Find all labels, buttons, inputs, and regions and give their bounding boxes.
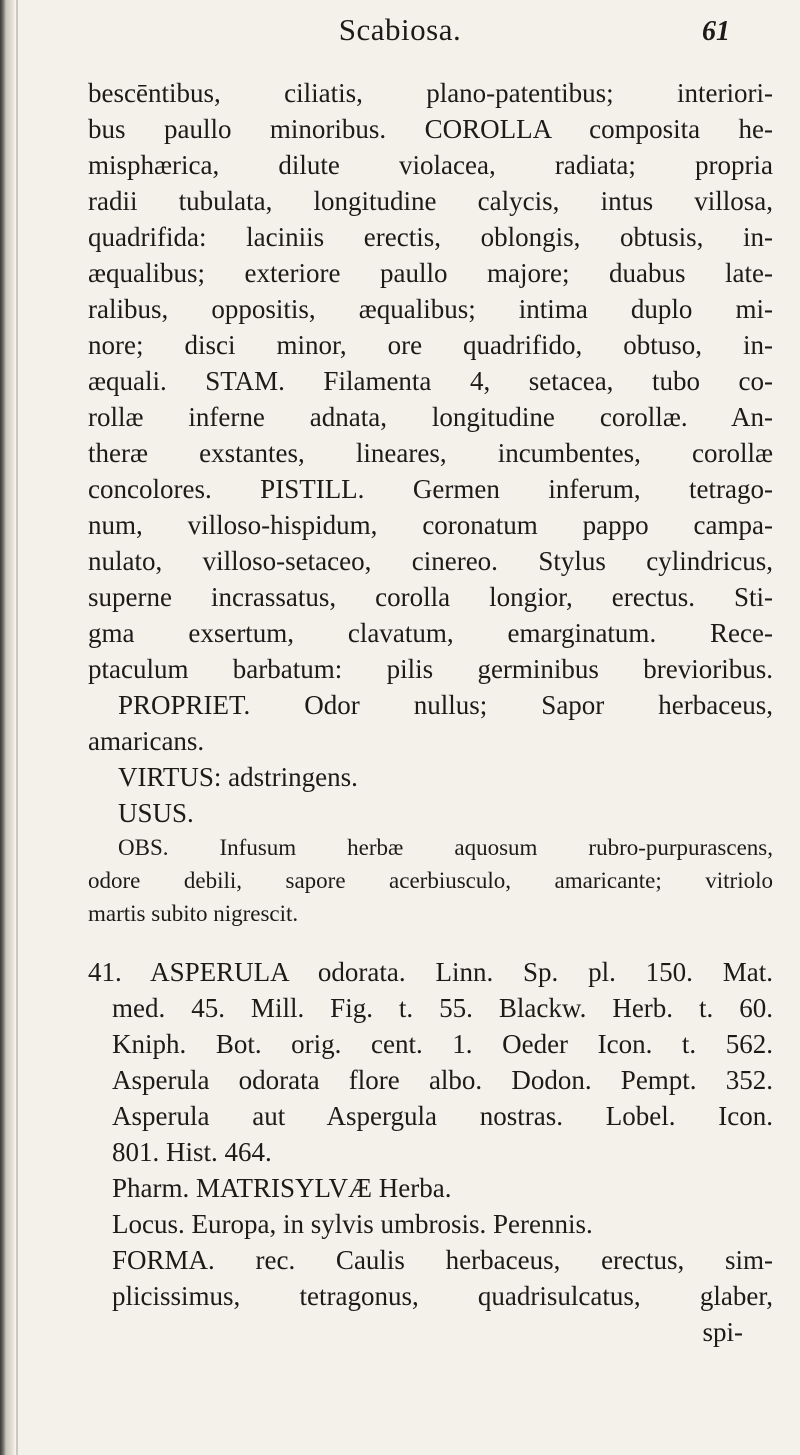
obs-line: martis subito nigrescit. <box>88 901 299 926</box>
text-line: theræ exstantes, lineares, incumbentes, corollæ <box>88 438 773 468</box>
text-line: concolores. PISTILL. Germen inferum, tetrago- <box>88 474 773 504</box>
text-line: bus paullo minoribus. COROLLA composita he- <box>88 114 773 144</box>
text-line: num, villoso-hispidum, coronatum pappo campa- <box>88 510 773 540</box>
text-line: æqualibus; exteriore paullo majore; duabus late- <box>88 258 773 288</box>
text-line: nore; disci minor, ore quadrifido, obtuso, in- <box>88 330 773 360</box>
text-line: VIRTUS: adstringens. <box>118 762 358 792</box>
citation-line: Asperula aut Aspergula nostras. Lobel. Icon. <box>112 1101 773 1131</box>
gutter-shadow-line <box>16 0 18 1455</box>
page-body <box>88 75 773 1350</box>
page-header <box>0 12 800 62</box>
running-title: Scabiosa. <box>338 12 462 47</box>
citation-line: Asperula odorata flore albo. Dodon. Pempt. 352. <box>112 1065 773 1095</box>
text-line: radii tubulata, longitudine calycis, intus villosa, <box>88 186 773 216</box>
catchword: spi- <box>702 1317 743 1347</box>
entry-heading: 41. ASPERULA odorata. Linn. Sp. pl. 150. Mat. <box>88 957 773 987</box>
text-line: misphærica, dilute violacea, radiata; propria <box>88 150 773 180</box>
text-line: amaricans. <box>88 726 205 756</box>
forma-line: plicissimus, tetragonus, quadrisulcatus, glaber, <box>112 1281 773 1311</box>
text-line: USUS. <box>118 798 194 828</box>
citation-line: 801. Hist. 464. <box>112 1137 272 1167</box>
citation-line: Kniph. Bot. orig. cent. 1. Oeder Icon. t. 562. <box>112 1029 773 1059</box>
text-line: æquali. STAM. Filamenta 4, setacea, tubo co- <box>88 366 773 396</box>
text-line: nulato, villoso-setaceo, cinereo. Stylus cylindricus, <box>88 546 773 576</box>
species-entry <box>88 954 773 1350</box>
binding-gutter <box>0 0 14 1455</box>
page-number: 61 <box>702 16 730 47</box>
obs-line: odore debili, sapore acerbiusculo, amaricante; vitriolo <box>88 868 773 893</box>
text-line: gma exsertum, clavatum, emarginatum. Rece- <box>88 618 773 648</box>
citation-line: med. 45. Mill. Fig. t. 55. Blackw. Herb. t. 60. <box>112 993 773 1023</box>
text-line: rollæ inferne adnata, longitudine corollæ. An- <box>88 402 773 432</box>
locus-line: Locus. Europa, in sylvis umbrosis. Perennis. <box>112 1209 593 1239</box>
text-line: PROPRIET. Odor nullus; Sapor herbaceus, <box>118 690 773 720</box>
text-line: ptaculum barbatum: pilis germinibus brevioribus. <box>88 654 773 684</box>
text-line: bescēntibus, ciliatis, plano-patentibus; interiori- <box>88 78 773 108</box>
text-line: ralibus, oppositis, æqualibus; intima duplo mi- <box>88 294 773 324</box>
forma-line: FORMA. rec. Caulis herbaceus, erectus, sim- <box>112 1245 773 1275</box>
obs-line: OBS. Infusum herbæ aquosum rubro-purpurascens, <box>118 835 773 860</box>
text-line: superne incrassatus, corolla longior, erectus. Sti- <box>88 582 773 612</box>
pharm-line: Pharm. MATRISYLVÆ Herba. <box>112 1173 452 1203</box>
text-line: quadrifida: laciniis erectis, oblongis, obtusis, in- <box>88 222 773 252</box>
